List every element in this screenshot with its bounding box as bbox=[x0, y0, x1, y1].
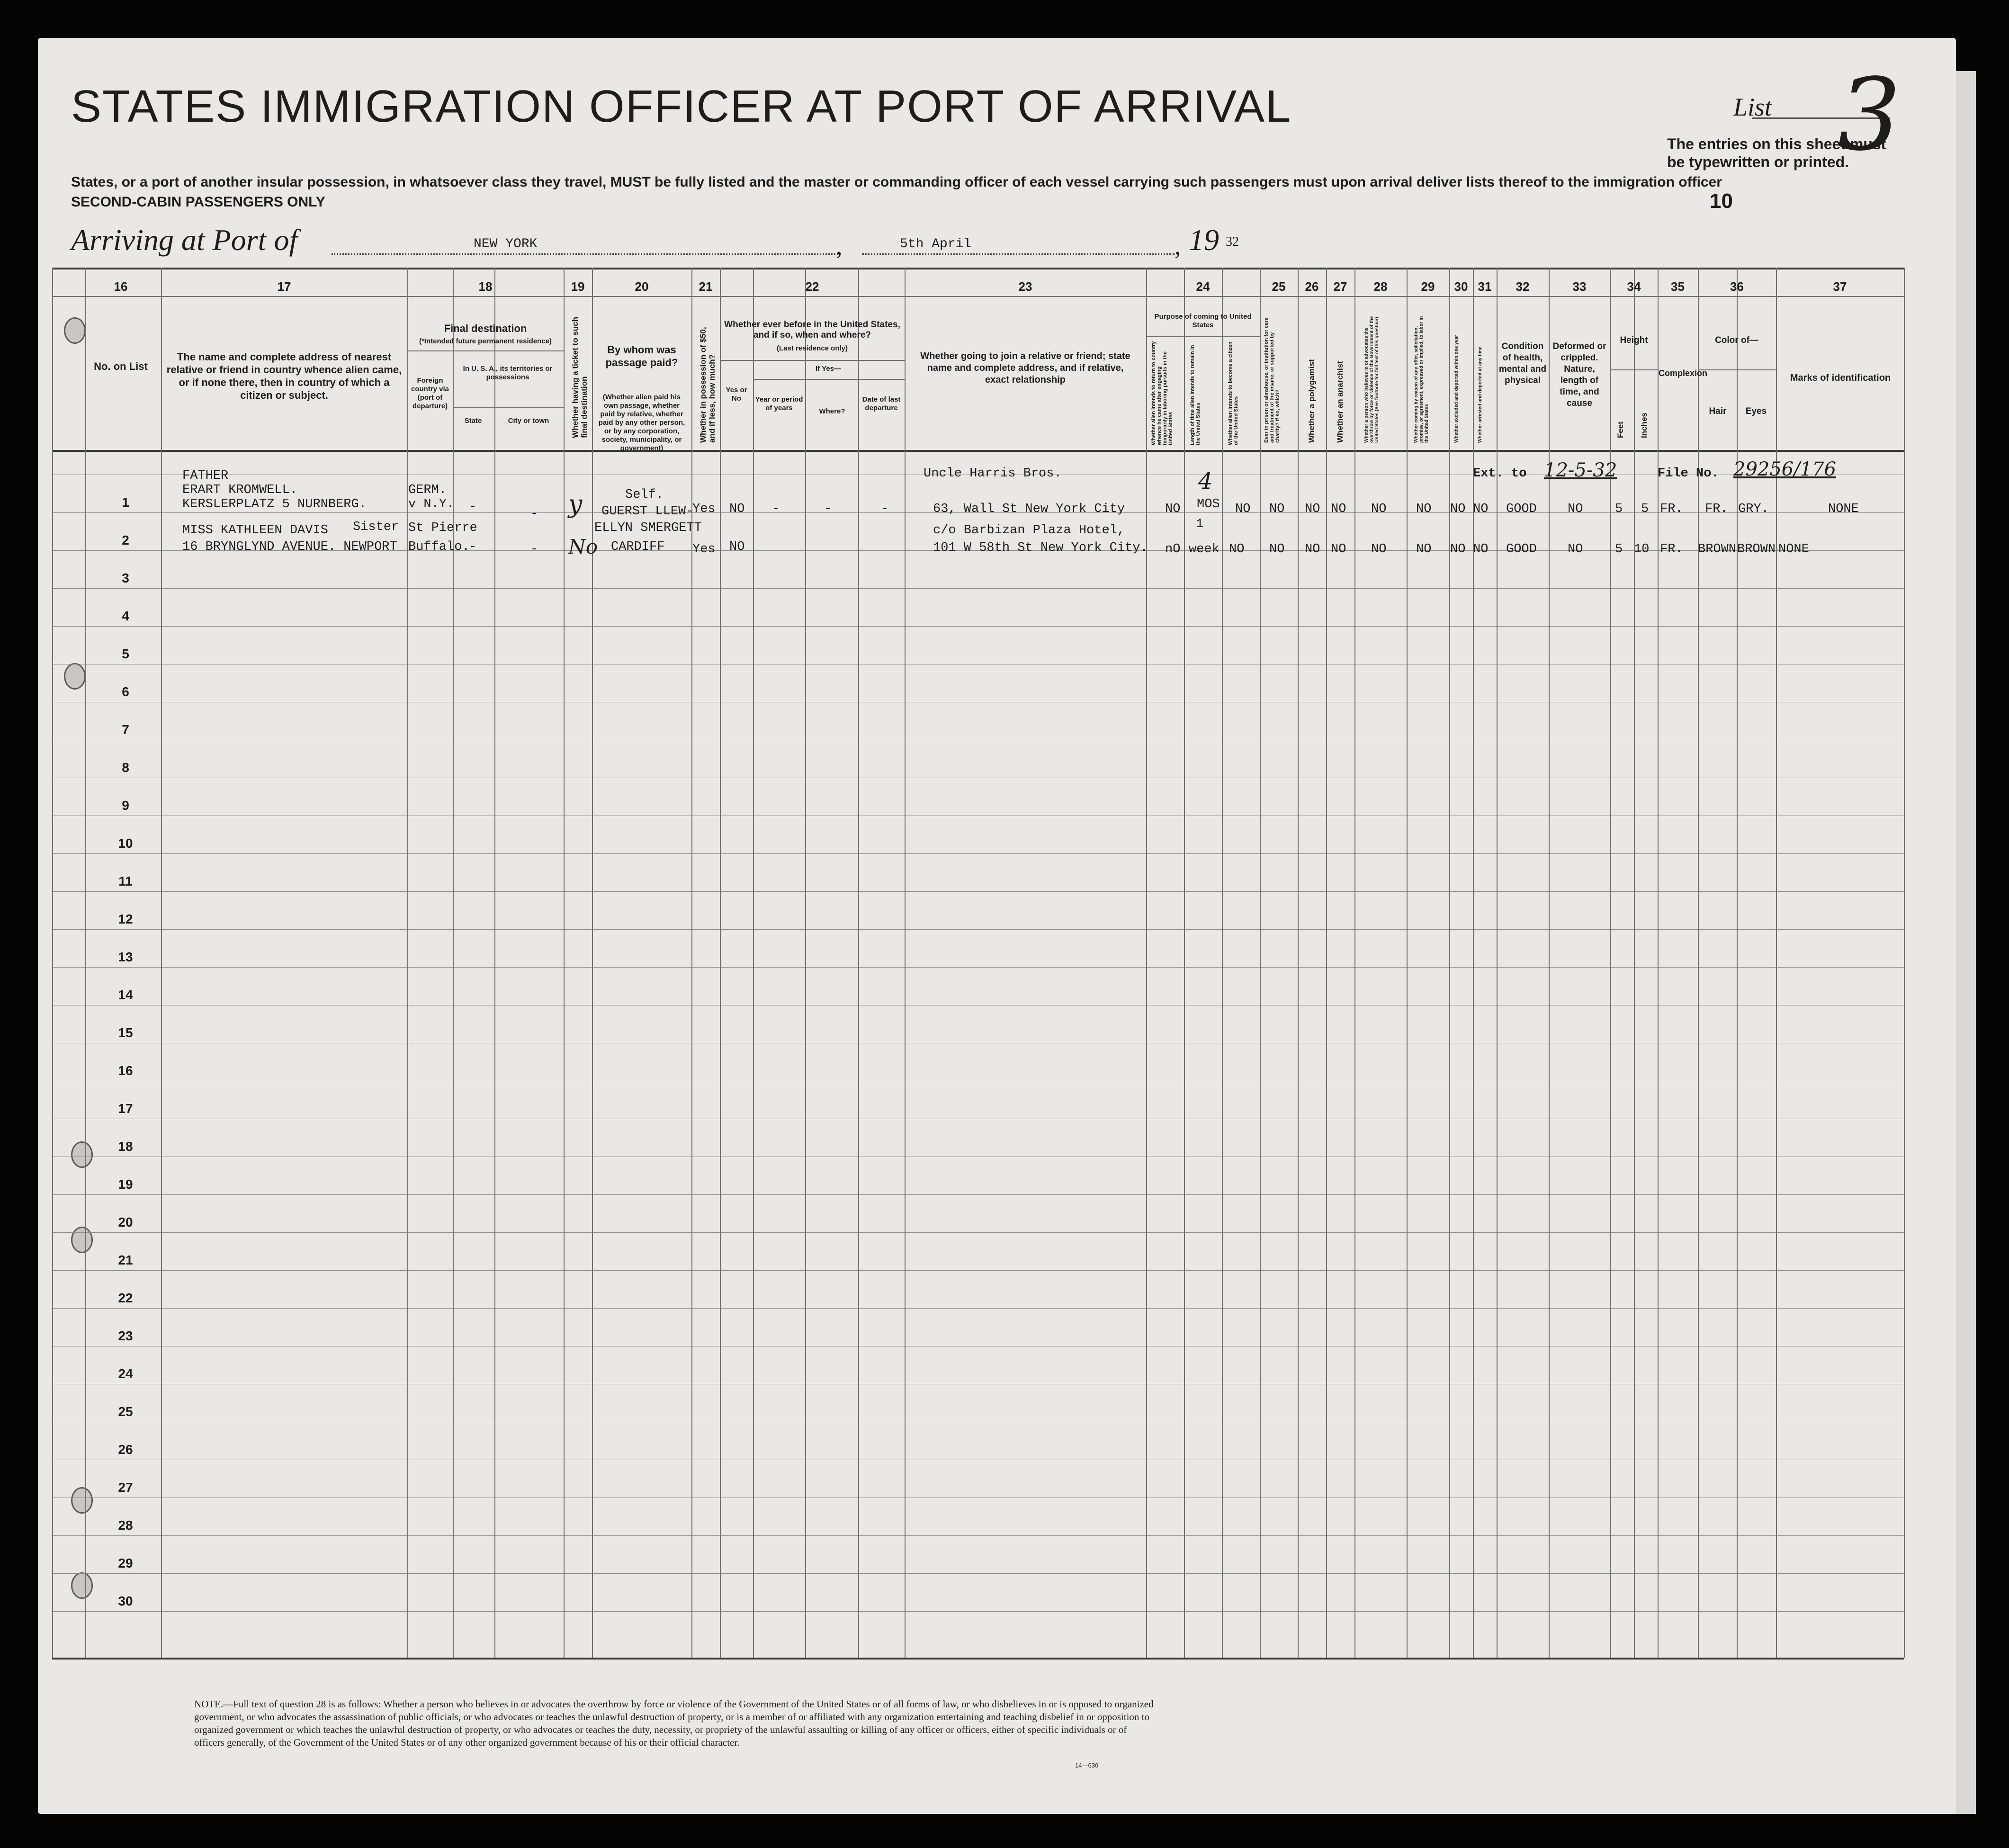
column-rule bbox=[564, 268, 565, 1658]
entry2-dash: - bbox=[530, 542, 538, 556]
column-rule bbox=[1449, 268, 1450, 1658]
row-number: 20 bbox=[118, 1215, 133, 1229]
list-label: List bbox=[1733, 93, 1772, 121]
header-before-in-us-sub: (Last residence only) bbox=[776, 344, 848, 352]
entry2-ticket: No bbox=[568, 535, 598, 558]
column-number-rule bbox=[52, 296, 1904, 297]
column-rule bbox=[753, 268, 754, 1658]
col-number: 18 bbox=[478, 279, 493, 294]
port-rule bbox=[332, 253, 838, 255]
sheet-number: 10 bbox=[1710, 189, 1733, 213]
entry1-health: GOOD bbox=[1506, 502, 1537, 516]
column-rule bbox=[720, 268, 721, 1658]
subheader-rule bbox=[720, 360, 905, 361]
entry1-passage-paid: Self. bbox=[625, 488, 664, 502]
entry1-length-unit: MOS bbox=[1197, 497, 1220, 511]
row-number: 13 bbox=[118, 950, 133, 964]
typewritten-note: The entries on this sheet must be typewritten or printed. bbox=[1667, 135, 1886, 170]
col-number: 23 bbox=[1018, 279, 1032, 294]
entry1-dash: - bbox=[881, 502, 889, 516]
entry2-relation: Sister bbox=[353, 520, 399, 534]
entry2-inches: 10 bbox=[1634, 542, 1650, 556]
col-number: 19 bbox=[571, 279, 585, 294]
col-number: 22 bbox=[805, 279, 819, 294]
table-bottom-rule bbox=[52, 1658, 1904, 1660]
header-length-of-stay: Length of time alien intends to remain in the United States bbox=[1190, 345, 1201, 445]
row-number: 16 bbox=[118, 1063, 133, 1078]
col-number: 28 bbox=[1373, 279, 1388, 294]
col-number: 30 bbox=[1454, 279, 1468, 294]
column-rule bbox=[1904, 268, 1905, 1658]
table-top-rule bbox=[52, 268, 1904, 269]
column-rule bbox=[691, 268, 692, 1658]
header-intends-return: Whether alien intends to return to country whence he came after engaging temporarily in laboring pursuits in the United States bbox=[1151, 341, 1174, 445]
entry1-file-label: File No. bbox=[1658, 466, 1719, 481]
entry2-intends-citizen: NO bbox=[1229, 542, 1245, 556]
column-rule bbox=[592, 268, 593, 1658]
entry2-labor-offer: NO bbox=[1416, 542, 1432, 556]
entry2-anarchist: NO bbox=[1331, 542, 1346, 556]
row-number: 28 bbox=[118, 1518, 133, 1533]
column-rule bbox=[494, 268, 495, 1658]
entry1-relation: FATHER bbox=[182, 469, 229, 483]
header-color-of: Color of— bbox=[1715, 335, 1758, 345]
header-join-relative: Whether going to join a relative or friend; state name and complete address, and if relative, exact relationship bbox=[920, 351, 1130, 385]
header-anarchist: Whether an anarchist bbox=[1336, 361, 1345, 443]
row-rule bbox=[52, 1232, 1904, 1233]
entry2-before-in-us: NO bbox=[729, 540, 745, 554]
list-number: 3 bbox=[1838, 57, 1901, 173]
row-number: 18 bbox=[118, 1139, 133, 1154]
header-height: Height bbox=[1620, 335, 1648, 345]
column-rule bbox=[1354, 268, 1355, 1658]
entry2-feet: 5 bbox=[1615, 542, 1623, 556]
row-number: 9 bbox=[122, 798, 129, 813]
entry1-anarchist: NO bbox=[1331, 502, 1346, 516]
entry2-length-number: 1 bbox=[1196, 517, 1204, 531]
header-hair: Hair bbox=[1709, 406, 1727, 416]
header-final-destination: Final destination bbox=[444, 323, 527, 334]
entry2-dash: - bbox=[469, 540, 477, 554]
header-overthrow: Whether a person who believes in or advocates the overthrow by force or violence of the Government of the United States (See footnote for full text of this question) bbox=[1364, 316, 1380, 443]
entry1-ticket: y bbox=[568, 490, 583, 519]
header-where: Where? bbox=[819, 407, 845, 415]
entry2-complexion: FR. bbox=[1660, 542, 1683, 556]
row-number: 27 bbox=[118, 1480, 133, 1495]
col-number: 35 bbox=[1671, 279, 1685, 294]
header-final-destination-sub: (*Intended future permanent residence) bbox=[419, 337, 552, 345]
entry1-dash: - bbox=[772, 502, 780, 516]
entry1-before-in-us: NO bbox=[729, 502, 745, 516]
row-rule bbox=[52, 626, 1904, 627]
entry1-extension-label: Ext. to bbox=[1473, 466, 1527, 481]
header-years: Year or period of years bbox=[755, 395, 803, 412]
row-rule bbox=[52, 588, 1904, 589]
col-number: 27 bbox=[1333, 279, 1347, 294]
header-intends-citizen: Whether alien intends to become a citizen of the United States bbox=[1228, 341, 1239, 445]
entry1-labor-offer: NO bbox=[1416, 502, 1432, 516]
header-health: Condition of health, mental and physical bbox=[1498, 341, 1547, 386]
row-rule bbox=[52, 1194, 1904, 1195]
date-rule bbox=[862, 253, 1175, 255]
entry2-relative-address: 16 BRYNGLYND AVENUE. NEWPORT bbox=[182, 540, 397, 554]
row-rule bbox=[52, 1308, 1904, 1309]
form-title: STATES IMMIGRATION OFFICER AT PORT OF ARRIVAL bbox=[71, 81, 1292, 132]
entry1-dash: - bbox=[469, 500, 477, 514]
col-number: 17 bbox=[277, 279, 291, 294]
entry1-extension-date: 12-5-32 bbox=[1544, 459, 1617, 481]
entry2-passage-paid: CARDIFF bbox=[611, 540, 665, 554]
row-rule bbox=[52, 891, 1904, 892]
col-number: 26 bbox=[1305, 279, 1319, 294]
entry2-join-address: 101 W 58th St New York City. bbox=[933, 541, 1148, 555]
header-if-yes: If Yes— bbox=[816, 365, 841, 373]
subheader-rule bbox=[1698, 369, 1776, 370]
col-number: 21 bbox=[699, 279, 713, 294]
entry1-intends-citizen: NO bbox=[1235, 502, 1251, 516]
column-rule bbox=[1298, 268, 1299, 1658]
subheader-rule bbox=[753, 379, 905, 380]
column-rule bbox=[52, 268, 53, 1658]
row-number: 5 bbox=[122, 646, 129, 661]
entry2-city: Buffalo. bbox=[408, 540, 470, 554]
header-complexion: Complexion bbox=[1659, 368, 1708, 378]
entry2-excluded: NO bbox=[1450, 542, 1466, 556]
entry2-passage-paid: GUERST LLEW- bbox=[601, 504, 694, 519]
column-rule bbox=[407, 268, 408, 1658]
col-number: 37 bbox=[1833, 279, 1847, 294]
binder-hole bbox=[64, 317, 86, 344]
row-rule bbox=[52, 967, 1904, 968]
entry2-intends-return: nO bbox=[1165, 542, 1181, 556]
row-rule bbox=[52, 929, 1904, 930]
entry1-complexion: FR. bbox=[1660, 502, 1683, 516]
entry1-eyes: GRY. bbox=[1738, 502, 1769, 516]
entry1-excluded: NO bbox=[1450, 502, 1466, 516]
row-number: 24 bbox=[118, 1366, 133, 1381]
entry2-eyes: BROWN bbox=[1737, 542, 1776, 556]
entry1-marks: NONE bbox=[1828, 502, 1859, 516]
entry1-inches: 5 bbox=[1641, 502, 1649, 516]
entry1-feet: 5 bbox=[1615, 502, 1623, 516]
column-rule bbox=[453, 268, 454, 1658]
header-ticket: Whether having a ticket to such final destination bbox=[571, 317, 589, 438]
header-city: City or town bbox=[508, 417, 549, 425]
header-passage-paid-sub: (Whether alien paid his own passage, whether paid by relative, whether paid by any other person, or by any corporation, society, municipality, or government) bbox=[598, 393, 685, 452]
header-foreign-country: Foreign country via (port of departure) bbox=[411, 377, 449, 410]
entry2-join-relative: c/o Barbizan Plaza Hotel, bbox=[933, 523, 1125, 538]
comma: , bbox=[836, 232, 843, 260]
row-number: 21 bbox=[118, 1253, 133, 1267]
row-number: 11 bbox=[118, 874, 133, 888]
entry1-fifty-dollars: Yes bbox=[692, 502, 716, 516]
header-bottom-rule bbox=[52, 450, 1904, 452]
col-number: 33 bbox=[1572, 279, 1587, 294]
entry1-overthrow: NO bbox=[1371, 502, 1387, 516]
row-number: 10 bbox=[118, 836, 133, 851]
header-eyes: Eyes bbox=[1745, 406, 1767, 416]
header-feet: Feet bbox=[1616, 422, 1625, 438]
column-rule bbox=[805, 268, 806, 1658]
column-rule bbox=[1222, 268, 1223, 1658]
row-number: 22 bbox=[118, 1291, 133, 1305]
entry1-arrested: NO bbox=[1473, 502, 1489, 516]
passenger-class: SECOND-CABIN PASSENGERS ONLY bbox=[71, 194, 325, 210]
row-number: 15 bbox=[118, 1025, 133, 1040]
row-rule bbox=[52, 1270, 1904, 1271]
row-rule bbox=[52, 853, 1904, 854]
column-rule bbox=[1184, 268, 1185, 1658]
row-rule bbox=[52, 1573, 1904, 1574]
row-number: 12 bbox=[118, 912, 133, 926]
row-number: 4 bbox=[122, 609, 129, 623]
header-relative-address: The name and complete address of nearest relative or friend in country whence alien came, or if none there, then in country of which a citizen or subject. bbox=[166, 351, 402, 401]
entry2-marks: NONE bbox=[1778, 542, 1809, 556]
form-number: 14—630 bbox=[1075, 1762, 1099, 1769]
header-passage-paid: By whom was passage paid? bbox=[605, 344, 678, 368]
col-number: 31 bbox=[1478, 279, 1492, 294]
header-marks: Marks of identification bbox=[1790, 373, 1891, 383]
header-polygamist: Whether a polygamist bbox=[1307, 359, 1316, 443]
column-rule bbox=[1407, 268, 1408, 1658]
entry2-arrested: NO bbox=[1473, 542, 1489, 556]
header-no-on-list: No. on List bbox=[94, 360, 148, 372]
row-rule bbox=[52, 1535, 1904, 1536]
entry2-relative-name: MISS KATHLEEN DAVIS bbox=[182, 523, 328, 538]
year-suffix: 32 bbox=[1226, 234, 1239, 249]
column-rule bbox=[905, 268, 906, 1658]
header-arrested: Whether arrested and deported at any time bbox=[1478, 346, 1483, 443]
subheader-rule bbox=[453, 407, 564, 408]
col-number: 25 bbox=[1272, 279, 1286, 294]
entry2-hair: BROWN bbox=[1698, 542, 1737, 556]
row-number: 17 bbox=[118, 1101, 133, 1116]
entry1-file-number: 29256/176 bbox=[1733, 458, 1837, 480]
entry1-intends-return: NO bbox=[1165, 502, 1181, 516]
arriving-label: Arriving at Port of bbox=[71, 223, 298, 257]
header-fifty-dollars: Whether in possession of $50, and if less, how much? bbox=[699, 327, 717, 443]
row-number: 6 bbox=[122, 684, 129, 699]
header-before-in-us: Whether ever before in the United States, and if so, when and where? bbox=[724, 320, 900, 340]
entry2-fifty-dollars: Yes bbox=[692, 542, 716, 556]
row-number: 30 bbox=[118, 1594, 133, 1608]
entry1-dash: - bbox=[530, 507, 538, 521]
header-yes-no: Yes or No bbox=[726, 386, 747, 403]
comma: , bbox=[1175, 232, 1181, 260]
entry2-overthrow: NO bbox=[1371, 542, 1387, 556]
column-rule bbox=[1634, 268, 1635, 1658]
binder-hole bbox=[64, 663, 86, 690]
entry1-foreign-country: GERM. bbox=[408, 483, 447, 497]
entry1-join-address: 63, Wall St New York City bbox=[933, 502, 1125, 516]
footnote-question-28: NOTE.—Full text of question 28 is as follows: Whether a person who believes in or advocates the overthrow by force or violence of the Government of the United States or of all forms of law, or who disbelieves in or is opposed to organized government, or who advocates the assassination of public officials, or who advocates or teaches the unlawful destruction of property, or is a member of or affiliated with any organization entertaining and teaching disbelief in or opposition to organized government or which teaches the unlawful destruction of property, or who advocates or teaches the duty, necessity, or propriety of the unlawful assaulting or killing of any officer or officers, either of specific individuals or of officers generally, of the Government of the United States or of any other organized government because of his or their official character. bbox=[194, 1698, 1154, 1748]
row-number: 23 bbox=[118, 1328, 133, 1343]
entry1-relative-name: ERART KROMWELL. bbox=[182, 483, 298, 497]
header-in-usa: In U. S. A., its territories or possessions bbox=[463, 365, 553, 381]
header-labor-offer: Whether coming by reason of any offer, solicitation, promise, or agreement, expressed or implied, to labor in the United States bbox=[1414, 316, 1429, 443]
header-state: State bbox=[464, 417, 482, 425]
col-number: 34 bbox=[1627, 279, 1641, 294]
col-number: 36 bbox=[1730, 279, 1744, 294]
row-number: 26 bbox=[118, 1442, 133, 1457]
row-number: 14 bbox=[118, 987, 133, 1002]
subheader-rule bbox=[1610, 369, 1658, 370]
entry2-health: GOOD bbox=[1506, 542, 1537, 556]
col-number: 20 bbox=[635, 279, 649, 294]
header-purpose: Purpose of coming to United States bbox=[1154, 313, 1252, 329]
entry1-length-number: 4 bbox=[1198, 468, 1213, 494]
entry2-prison: NO bbox=[1269, 542, 1285, 556]
year-prefix: 19 bbox=[1189, 223, 1219, 257]
header-date-departure: Date of last departure bbox=[862, 395, 901, 412]
entry1-polygamist: NO bbox=[1305, 502, 1320, 516]
entry2-foreign-country: St Pierre bbox=[408, 521, 477, 535]
header-deformed: Deformed or crippled. Nature, length of time, and cause bbox=[1552, 341, 1606, 408]
header-inches: Inches bbox=[1640, 413, 1649, 438]
manifest-sheet bbox=[38, 38, 1956, 1814]
col-number: 16 bbox=[114, 279, 128, 294]
entry2-length-unit: week bbox=[1189, 542, 1220, 556]
row-number: 8 bbox=[122, 760, 129, 775]
subtitle-instructions: States, or a port of another insular possession, in whatsoever class they travel, MUST be fully listed and the master or commanding officer of each vessel carrying such passengers must upon arrival deliver lists thereof to the immigration officer bbox=[71, 174, 1722, 190]
entry1-prison: NO bbox=[1269, 502, 1285, 516]
row-number: 2 bbox=[122, 533, 129, 547]
entry1-hair: FR. bbox=[1705, 502, 1728, 516]
port-of-arrival: NEW YORK bbox=[474, 237, 538, 251]
entry2-polygamist: NO bbox=[1305, 542, 1320, 556]
entry1-deformed: NO bbox=[1568, 502, 1583, 516]
column-rule bbox=[858, 268, 859, 1658]
header-prison: Ever in prison or almshouse, or institution for care and treatment of the insane, or supported by charity? If so, which? bbox=[1264, 317, 1281, 443]
entry1-join-relative: Uncle Harris Bros. bbox=[924, 466, 1062, 481]
subheader-rule bbox=[407, 350, 564, 351]
row-number: 3 bbox=[122, 571, 129, 585]
row-number: 25 bbox=[118, 1404, 133, 1419]
entry2-passage-paid: ELLYN SMERGETT bbox=[594, 521, 702, 535]
row-number: 19 bbox=[118, 1177, 133, 1192]
subheader-rule bbox=[1146, 336, 1260, 337]
column-rule bbox=[1146, 268, 1147, 1658]
row-number: 1 bbox=[122, 495, 129, 510]
col-number: 29 bbox=[1421, 279, 1435, 294]
column-rule bbox=[1326, 268, 1327, 1658]
arrival-date: 5th April bbox=[900, 237, 972, 251]
entry1-dash: - bbox=[824, 502, 832, 516]
col-number: 24 bbox=[1196, 279, 1210, 294]
row-number: 7 bbox=[122, 722, 129, 737]
binder-hole bbox=[71, 1227, 93, 1253]
entry1-relative-address: KERSLERPLATZ 5 NURNBERG. bbox=[182, 497, 367, 511]
row-number: 29 bbox=[118, 1556, 133, 1570]
column-rule bbox=[1260, 268, 1261, 1658]
row-rule bbox=[52, 1611, 1904, 1612]
header-excluded: Whether excluded and deported within one year bbox=[1454, 335, 1459, 443]
col-number: 32 bbox=[1516, 279, 1530, 294]
entry1-state: v N.Y. bbox=[408, 497, 455, 511]
entry2-deformed: NO bbox=[1568, 542, 1583, 556]
